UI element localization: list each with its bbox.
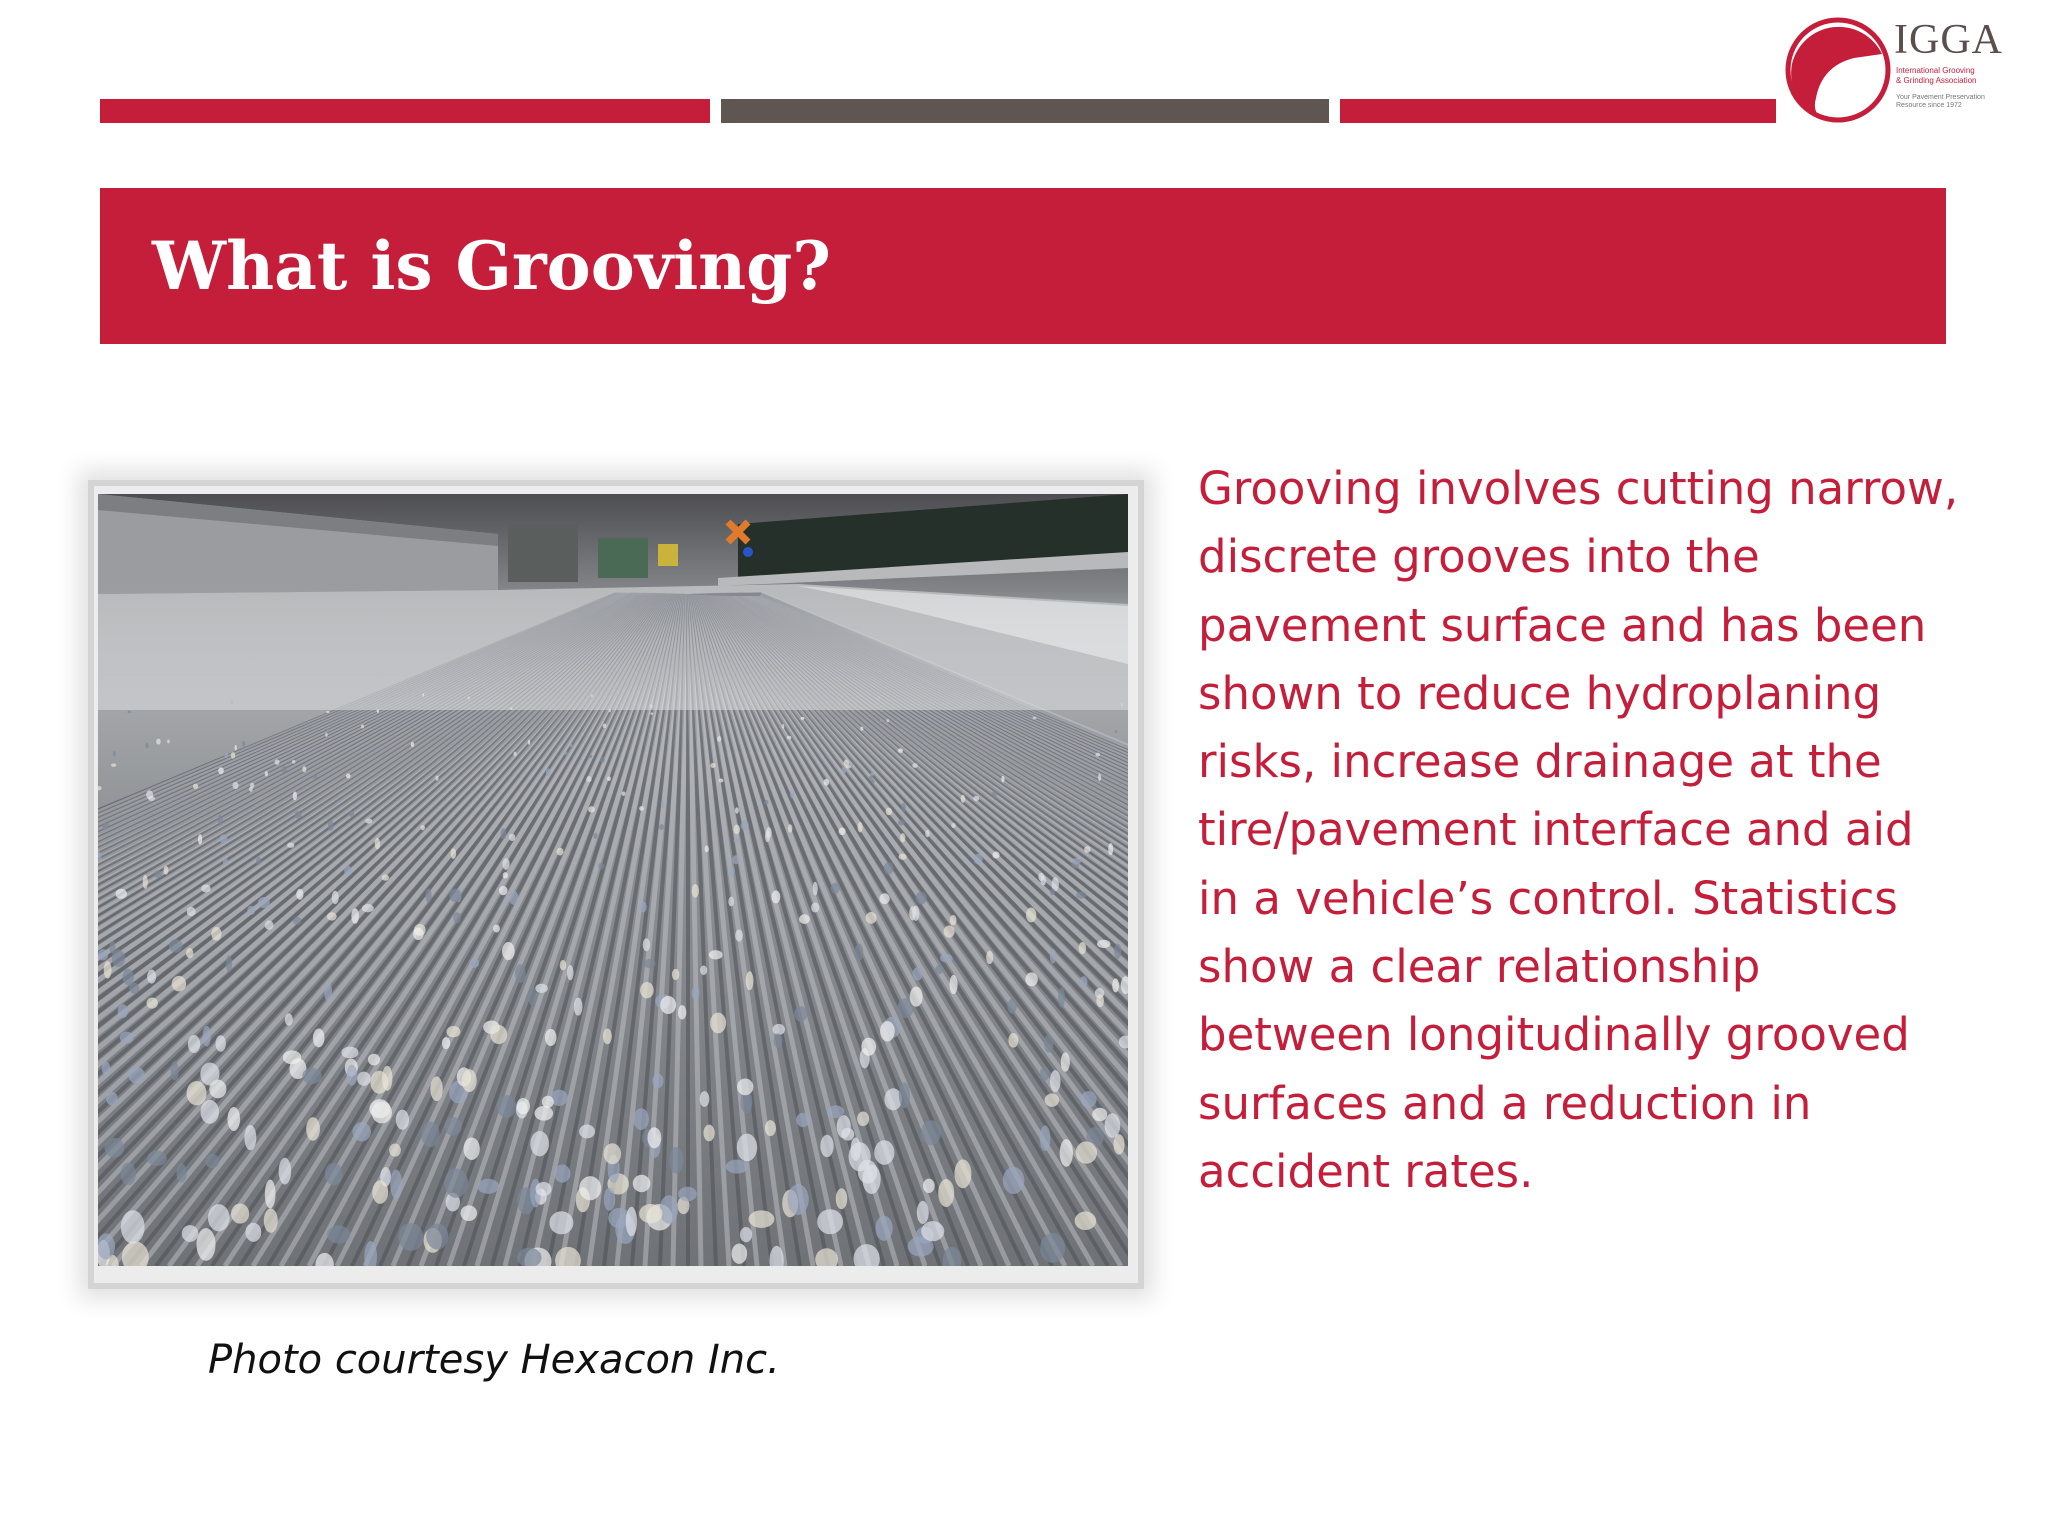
description-paragraph: Grooving involves cutting narrow, discrete grooves into the pavement surface and has been shown to reduce hydroplaning risks, increase drainage at the tire/pavement interface and aid in a vehicle’s control. Statistics show a clear relationship between longitudinally grooved surfaces and a reduction in accident rates. xyxy=(1198,462,1959,1198)
igga-logo xyxy=(1782,14,2030,126)
logo-motto: Your Pavement Preservation Resource since 1972 xyxy=(1896,94,1985,109)
accent-bar-left xyxy=(100,99,710,123)
logo-tagline: International Grooving & Grinding Association xyxy=(1896,66,1977,85)
photo-caption: Photo courtesy Hexacon Inc. xyxy=(208,1337,780,1383)
accent-bar-right xyxy=(1340,99,1776,123)
logo-wordmark: IGGA xyxy=(1894,17,2003,63)
slide-title: What is Grooving? xyxy=(152,227,831,305)
title-band xyxy=(100,188,1946,344)
igga-logo-mark-icon xyxy=(1782,14,1894,126)
grooved-pavement-photo xyxy=(98,494,1128,1266)
accent-bar-middle xyxy=(721,99,1329,123)
